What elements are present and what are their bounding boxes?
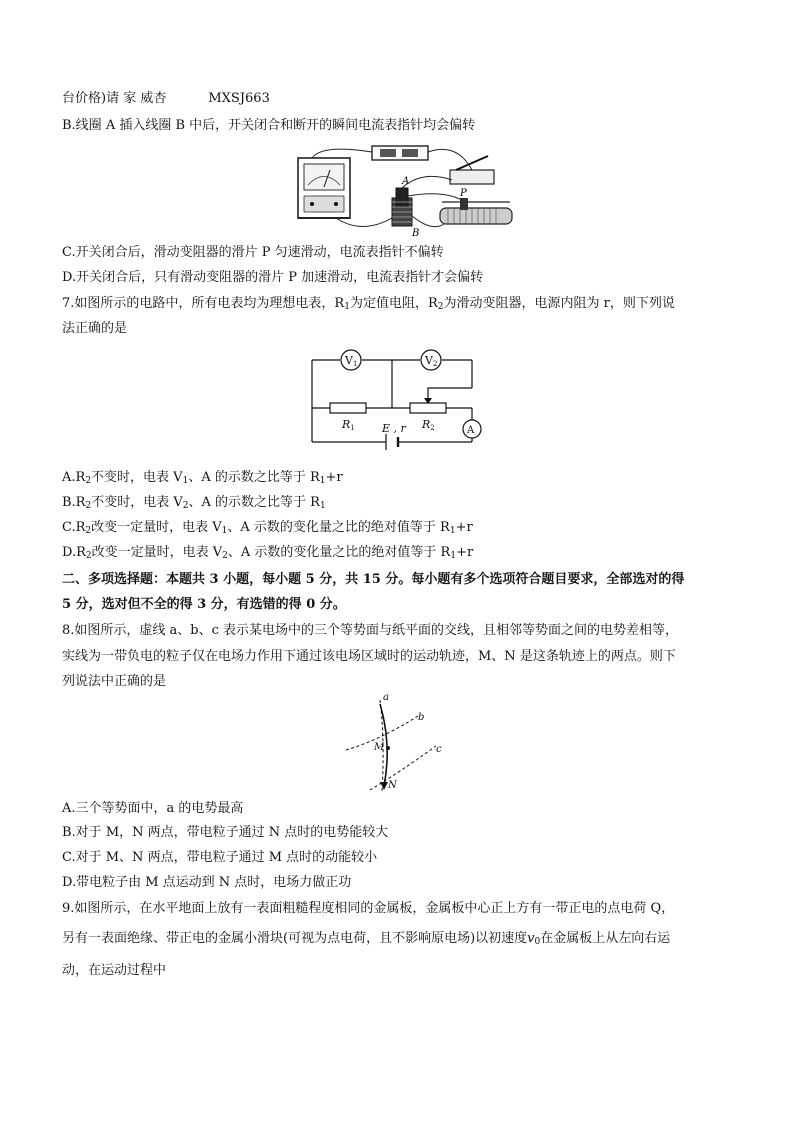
q9-stem-line3: 动，在运动过程中 bbox=[62, 963, 167, 978]
q8-stem-line2: 实线为一带负电的粒子仅在电场力作用下通过该电场区域时的运动轨迹，M、N 是这条轨迹上的两点。则下 bbox=[62, 649, 676, 664]
svg-text:N: N bbox=[388, 780, 397, 791]
q6-option-b: B.线圈 A 插入线圈 B 中后，开关闭合和断开的瞬间电流表指针均会偏转 bbox=[62, 118, 476, 133]
q8-option-b: B.对于 M，N 两点，带电粒子通过 N 点时的电势能较大 bbox=[62, 825, 389, 840]
svg-text:P: P bbox=[460, 188, 467, 199]
q9-stem-line2: 另有一表面绝缘、带正电的金属小滑块(可视为点电荷，且不影响原电场)以初速度$v_0$在金属板上从左向右运 bbox=[62, 931, 671, 947]
svg-text:A: A bbox=[467, 425, 475, 436]
q7-option-b: $B.R_2$不变时，电表 $V_2$、A 的示数之比等于 $R_1$ bbox=[62, 495, 326, 511]
q7-stem-line1: 7.如图所示的电路中，所有电表均为理想电表，$R_1$为定值电阻，$R_2$为滑动变阻器，电源内阻为 r，则下列说 bbox=[62, 296, 675, 312]
section2-instructions-line1: 二、多项选择题：本题共 3 小题，每小题 5 分，共 15 分。每小题有多个选项符合题目要求，全部选对的得 bbox=[62, 572, 685, 587]
svg-text:c: c bbox=[436, 744, 442, 755]
q6-induction-apparatus-figure bbox=[292, 140, 524, 238]
section2-instructions-line2: 5 分，选对但不全的得 3 分，有选错的得 0 分。 bbox=[62, 597, 346, 612]
q8-stem-line3: 列说法中正确的是 bbox=[62, 674, 167, 689]
q9-stem-line1: 9.如图所示，在水平地面上放有一表面粗糙程度相同的金属板，金属板中心正上方有一带正电的点电荷 Q， bbox=[62, 901, 675, 916]
svg-text:V1: V1 bbox=[345, 354, 358, 368]
svg-text:b: b bbox=[418, 712, 425, 723]
q7-stem-line2: 法正确的是 bbox=[62, 321, 128, 336]
svg-text:V2: V2 bbox=[425, 354, 438, 368]
svg-text:E , r: E , r bbox=[382, 422, 406, 435]
svg-text:A: A bbox=[402, 176, 410, 187]
q6-option-d: D.开关闭合后，只有滑动变阻器的滑片 P 加速滑动，电流表指针才会偏转 bbox=[62, 270, 484, 285]
rheostat-icon bbox=[440, 208, 512, 224]
q7-circuit-figure bbox=[300, 346, 492, 458]
svg-text:R2: R2 bbox=[422, 418, 435, 432]
q8-option-a: A.三个等势面中，a 的电势最高 bbox=[62, 801, 244, 816]
q7-option-a: $A.R_2$不变时，电表 $V_1$、A 的示数之比等于 $R_1+r$ bbox=[62, 470, 343, 486]
q6-option-c: C.开关闭合后，滑动变阻器的滑片 P 匀速滑动，电流表指针不偏转 bbox=[62, 245, 444, 260]
q7-option-d: $D.R_2$改变一定量时，电表 $V_2$、A 示数的变化量之比的绝对值等于 $R_1+r$ bbox=[62, 545, 474, 561]
svg-text:B: B bbox=[412, 228, 420, 238]
header-line: 台价格)请 家 威杏 MXSJ663 bbox=[62, 91, 270, 106]
header-code: MXSJ663 bbox=[208, 91, 270, 106]
q8-option-d: D.带电粒子由 M 点运动到 N 点时，电场力做正功 bbox=[62, 875, 352, 890]
svg-text:R1: R1 bbox=[342, 418, 355, 432]
q7-option-c: $C.R_2$改变一定量时，电表 $V_1$、A 示数的变化量之比的绝对值等于 $R_1+r$ bbox=[62, 520, 473, 536]
q8-equipotential-figure bbox=[340, 690, 450, 796]
resistor-r2 bbox=[410, 403, 446, 413]
svg-text:M: M bbox=[374, 742, 385, 753]
coil-a-icon bbox=[396, 188, 408, 206]
point-m bbox=[386, 746, 390, 750]
switch-icon bbox=[450, 170, 494, 184]
q8-option-c: C.对于 M、N 两点，带电粒子通过 M 点时的动能较小 bbox=[62, 850, 378, 865]
svg-text:a: a bbox=[383, 692, 389, 703]
q8-stem-line1: 8.如图所示，虚线 a、b、c 表示某电场中的三个等势面与纸平面的交线，且相邻等势面之间的电势差相等， bbox=[62, 623, 679, 638]
resistor-r1 bbox=[330, 403, 366, 413]
